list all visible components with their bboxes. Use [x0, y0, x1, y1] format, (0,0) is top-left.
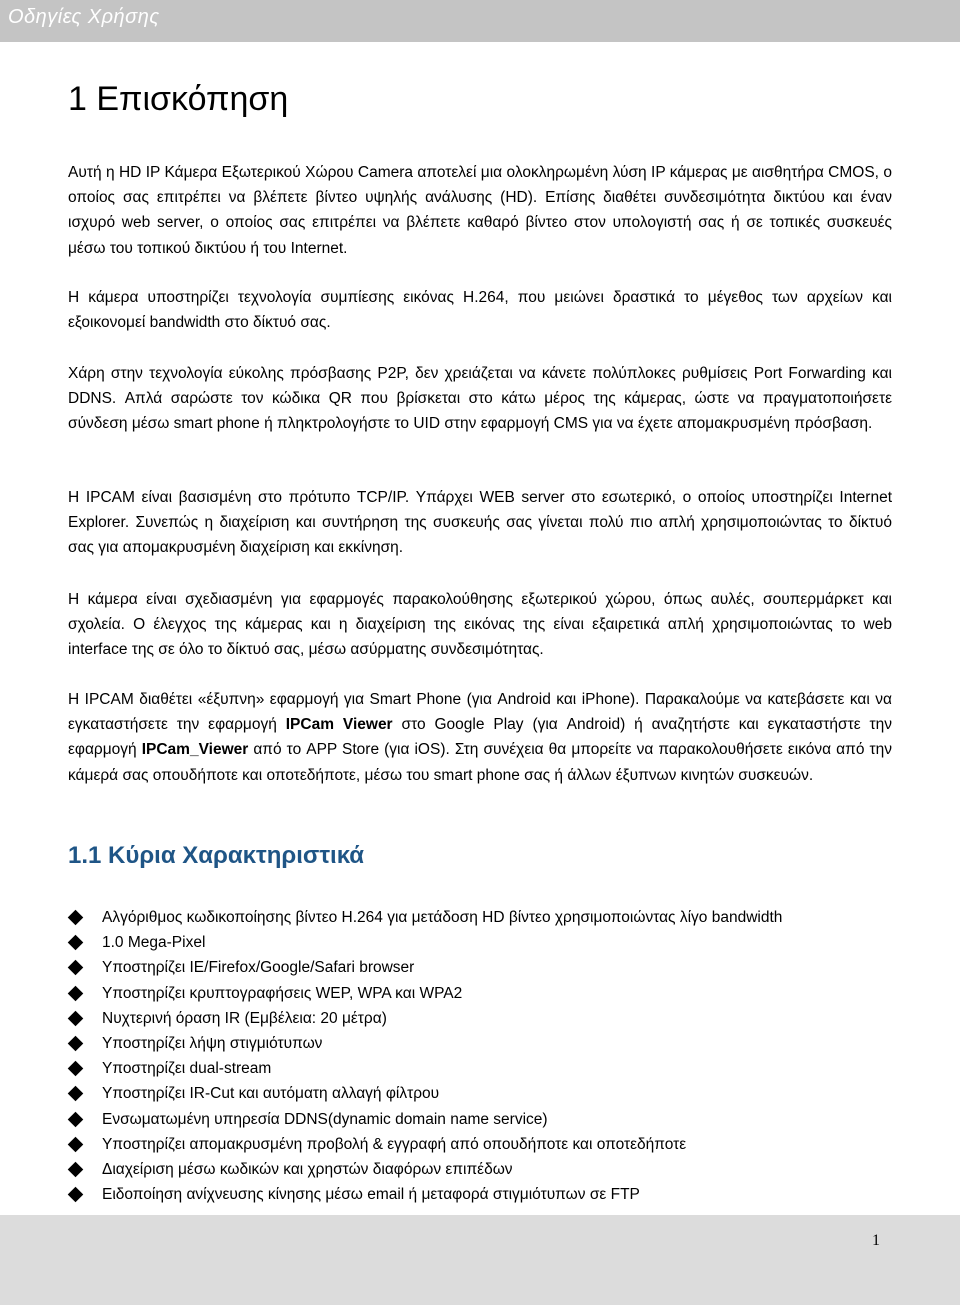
feature-text: Υποστηρίζει απομακρυσμένη προβολή & εγγραφή από οπουδήποτε και οποτεδήποτε: [102, 1135, 687, 1153]
footer-bar: [0, 1215, 960, 1305]
list-item: [68, 1056, 892, 1081]
p6-text-1: Η IPCAM διαθέτει «έξυπνη» εφαρμογή για Smart Phone (για Android και iPhone). Παρακαλούμε να κατεβάσετε και να εγκαταστήσετε την εφαρμογή: [68, 691, 892, 734]
feature-text: 1.0 Mega-Pixel: [102, 934, 206, 952]
overview-paragraph-2: Η κάμερα υποστηρίζει τεχνολογία συμπίεσης εικόνας H.264, που μειώνει δραστικά το μέγεθος των αρχείων και εξοικονομεί bandwidth στο δίκτυό σας.: [68, 289, 892, 332]
diamond-bullet-icon: [68, 960, 84, 976]
page-number: 1: [872, 1232, 880, 1249]
diamond-bullet-icon: [68, 910, 84, 926]
diamond-bullet-icon: [68, 1086, 84, 1102]
app-name-android: IPCam Viewer: [285, 716, 393, 734]
p6-text-3: από το APP Store (για iOS). Στη συνέχεια θα μπορείτε να παρακολουθήσετε εικόνα από την κάμερά σας οπουδήποτε και οποτεδήποτε, μέσω του smart phone σας ή άλλων έξυπνων κινητών συσκευών.: [68, 741, 892, 784]
feature-text: Ειδοποίηση ανίχνευσης κίνησης μέσω email ή μεταφορά στιγμιότυπων σε FTP: [102, 1186, 640, 1204]
header-title: Οδηγίες Χρήσης: [8, 6, 160, 28]
list-item: [68, 930, 892, 955]
list-item: [68, 955, 892, 980]
feature-text: Ενσωματωμένη υπηρεσία DDNS(dynamic domain name service): [102, 1110, 548, 1128]
list-item: [68, 1031, 892, 1056]
p6-text-2: στο Google Play (για Android) ή αναζητήστε και εγκαταστήστε την εφαρμογή: [68, 716, 892, 759]
overview-paragraph-3: Χάρη στην τεχνολογία εύκολης πρόσβασης P2P, δεν χρειάζεται να κάνετε πολύπλοκες ρυθμίσεις Port Forwarding και DDNS. Απλά σαρώστε τον κώδικα QR που βρίσκεται στο κάτω μέρος της κάμερας, ώστε να πραγματοποιήσετε σύνδεση μέσω smart phone ή πληκτρολογήστε το UID στην εφαρμογή CMS για να έχετε απομακρυσμένη πρόσβαση.: [68, 365, 892, 433]
feature-text: Υποστηρίζει κρυπτογραφήσεις WEP, WPA και WPA2: [102, 984, 463, 1002]
diamond-bullet-icon: [68, 1137, 84, 1153]
diamond-bullet-icon: [68, 1011, 84, 1027]
feature-text: Υποστηρίζει IR-Cut και αυτόματη αλλαγή φίλτρου: [102, 1085, 440, 1103]
feature-text: Υποστηρίζει λήψη στιγμιότυπων: [102, 1034, 323, 1052]
feature-text: Υποστηρίζει IE/Firefox/Google/Safari browser: [102, 959, 415, 977]
diamond-bullet-icon: [68, 1111, 84, 1127]
diamond-bullet-icon: [68, 1162, 84, 1178]
header-bar: [0, 0, 960, 42]
list-item: [68, 1157, 892, 1182]
feature-text: Νυχτερινή όραση IR (Εμβέλεια: 20 μέτρα): [102, 1009, 387, 1027]
overview-paragraph-6: [68, 687, 892, 788]
overview-paragraph-4: Η IPCAM είναι βασισμένη στο πρότυπο TCP/IP. Υπάρχει WEB server στο εσωτερικό, ο οποίος υποστηρίζει Internet Explorer. Συνεπώς η διαχείριση και συντήρηση της συσκευής σας γίνεται πολύ πιο απλή χρησιμοποιώντας το δίκτυό σας για απομακρυσμένη διαχείριση και εκκίνηση.: [68, 489, 892, 557]
list-item: [68, 1107, 892, 1132]
feature-text: Διαχείριση μέσω κωδικών και χρηστών διαφόρων επιπέδων: [102, 1160, 513, 1178]
subsection-title: 1.1 Κύρια Χαρακτηριστικά: [68, 842, 365, 869]
app-name-ios: IPCam_Viewer: [141, 741, 249, 759]
section-title: 1 Επισκόπηση: [68, 80, 289, 118]
feature-text: Υποστηρίζει dual-stream: [102, 1060, 272, 1078]
list-item: [68, 905, 892, 930]
features-list: [68, 905, 892, 1207]
list-item: [68, 981, 892, 1006]
diamond-bullet-icon: [68, 1061, 84, 1077]
feature-text: Αλγόριθμος κωδικοποίησης βίντεο H.264 για μετάδοση HD βίντεο χρησιμοποιώντας λίγο bandwidth: [102, 909, 783, 926]
list-item: [68, 1132, 892, 1157]
diamond-bullet-icon: [68, 935, 84, 951]
list-item: [68, 1006, 892, 1031]
list-item: [68, 1182, 892, 1207]
overview-paragraph-1: Αυτή η HD IP Κάμερα Εξωτερικού Χώρου Camera αποτελεί μια ολοκληρωμένη λύση IP κάμερας με αισθητήρα CMOS, ο οποίος σας επιτρέπει να βλέπετε βίντεο υψηλής ανάλυσης (HD). Επίσης διαθέτει συνδεσιμότητα δικτύου και έναν ισχυρό web server, ο οποίος σας επιτρέπει να βλέπετε καθαρό βίντεο στον υπολογιστή σας ή σε τοπικές συσκευές μέσω του τοπικού δικτύου ή του Internet.: [68, 164, 892, 257]
list-item: [68, 1081, 892, 1106]
diamond-bullet-icon: [68, 1187, 84, 1203]
overview-paragraph-5: Η κάμερα είναι σχεδιασμένη για εφαρμογές παρακολούθησης εξωτερικού χώρου, όπως αυλές, σουπερμάρκετ και σχολεία. Ο έλεγχος της κάμερας και η διαχείριση της εικόνας της είναι εξαιρετικά απλή χρησιμοποιώντας το web interface της σε όλο το δίκτυό σας, μέσω ασύρματης συνδεσιμότητας.: [68, 591, 892, 659]
diamond-bullet-icon: [68, 1036, 84, 1052]
diamond-bullet-icon: [68, 985, 84, 1001]
